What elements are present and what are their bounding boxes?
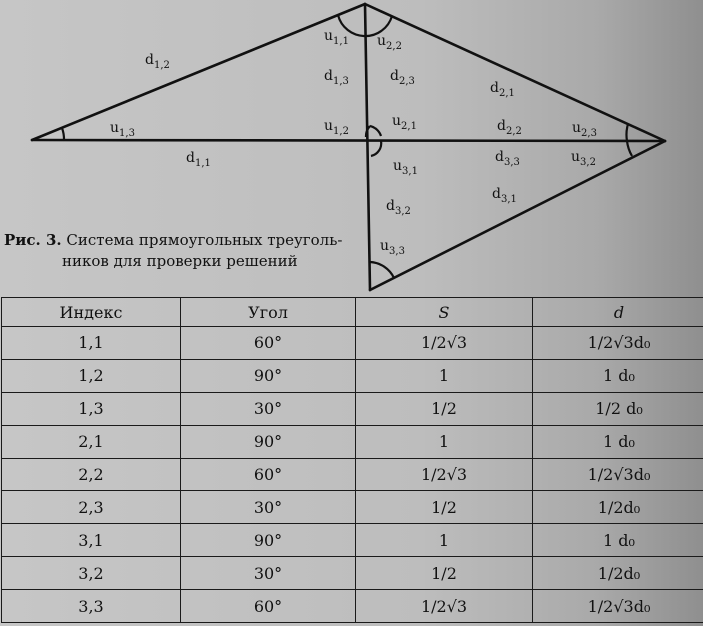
label-u12: $u_{1,2}$: [324, 118, 349, 137]
table-row: [2, 327, 703, 360]
edge-d12: [32, 4, 365, 140]
cell-angle: 30°: [181, 491, 356, 524]
cell-d: 1/2d₀: [533, 491, 703, 524]
cell-s: 1: [356, 524, 533, 557]
label-u21: $u_{2,1}$: [392, 113, 417, 132]
cell-index: 3,2: [2, 557, 181, 590]
label-u11: $u_{1,1}$: [324, 28, 349, 47]
cell-d: 1/2 d₀: [533, 392, 703, 425]
cell-d: 1/2√3d₀: [533, 458, 703, 491]
cell-index: 2,1: [2, 425, 181, 458]
cell-s: 1/2√3: [356, 327, 533, 360]
cell-s: 1/2: [356, 557, 533, 590]
cell-index: 2,3: [2, 491, 181, 524]
table-row: [2, 590, 703, 623]
label-d32: $d_{3,2}$: [386, 198, 411, 217]
label-d21: $d_{2,1}$: [490, 80, 515, 99]
angle-arc-u32: [627, 141, 632, 156]
cell-d: 1 d₀: [533, 359, 703, 392]
angle-arc-u13: [62, 128, 64, 140]
table-row: [2, 491, 703, 524]
cell-angle: 30°: [181, 557, 356, 590]
cell-index: 1,1: [2, 327, 181, 360]
label-d33: $d_{3,3}$: [495, 149, 520, 168]
figure-caption: [4, 230, 344, 272]
cell-angle: 90°: [181, 359, 356, 392]
cell-angle: 30°: [181, 392, 356, 425]
label-u31: $u_{3,1}$: [393, 158, 418, 177]
header-s: S: [356, 298, 533, 327]
cell-s: 1/2√3: [356, 590, 533, 623]
cell-index: 3,1: [2, 524, 181, 557]
label-d31: $d_{3,1}$: [492, 186, 517, 205]
cell-s: 1: [356, 359, 533, 392]
label-d13: $d_{1,3}$: [324, 68, 349, 87]
cell-d: 1 d₀: [533, 524, 703, 557]
cell-angle: 90°: [181, 425, 356, 458]
label-u22: $u_{2,2}$: [377, 33, 402, 52]
cell-s: 1: [356, 425, 533, 458]
label-u13: $u_{1,3}$: [110, 120, 135, 139]
right-angle-arc-u21: [370, 126, 381, 136]
cell-d: 1/2√3d₀: [533, 590, 703, 623]
cell-s: 1/2: [356, 491, 533, 524]
cell-angle: 90°: [181, 524, 356, 557]
cell-index: 3,3: [2, 590, 181, 623]
header-d: d: [533, 298, 703, 327]
edge-vertical: [365, 4, 370, 290]
right-angle-arc-u31: [371, 141, 381, 156]
table-row: [2, 359, 703, 392]
angle-arc-u23: [626, 124, 628, 141]
label-d11: $d_{1,1}$: [186, 150, 211, 169]
cell-s: 1/2√3: [356, 458, 533, 491]
edge-horizontal: [32, 140, 665, 141]
label-u23: $u_{2,3}$: [572, 120, 597, 139]
angle-arc-u33: [370, 262, 394, 278]
caption-line-2: ников для проверки решений: [62, 252, 298, 270]
header-angle: Угол: [181, 298, 356, 327]
cell-index: 1,2: [2, 359, 181, 392]
header-index: Индекс: [2, 298, 181, 327]
table-row: [2, 458, 703, 491]
label-u33: $u_{3,3}$: [380, 238, 405, 257]
table-row: [2, 425, 703, 458]
label-u32: $u_{3,2}$: [571, 149, 596, 168]
label-d22: $d_{2,2}$: [497, 118, 522, 137]
cell-d: 1/2d₀: [533, 557, 703, 590]
cell-index: 2,2: [2, 458, 181, 491]
cell-s: 1/2: [356, 392, 533, 425]
cell-index: 1,3: [2, 392, 181, 425]
solution-check-table: [1, 297, 703, 623]
caption-label: Рис. 3.: [4, 231, 62, 249]
cell-angle: 60°: [181, 590, 356, 623]
table-row: [2, 524, 703, 557]
label-d23: $d_{2,3}$: [390, 68, 415, 87]
triangle-figure: [0, 0, 703, 295]
label-d12: $d_{1,2}$: [145, 52, 170, 71]
cell-d: 1/2√3d₀: [533, 327, 703, 360]
cell-angle: 60°: [181, 327, 356, 360]
table-row: [2, 392, 703, 425]
cell-angle: 60°: [181, 458, 356, 491]
cell-d: 1 d₀: [533, 425, 703, 458]
caption-line-1: Система прямоугольных треуголь-: [61, 231, 343, 249]
table-row: [2, 557, 703, 590]
table-header-row: [2, 298, 703, 327]
